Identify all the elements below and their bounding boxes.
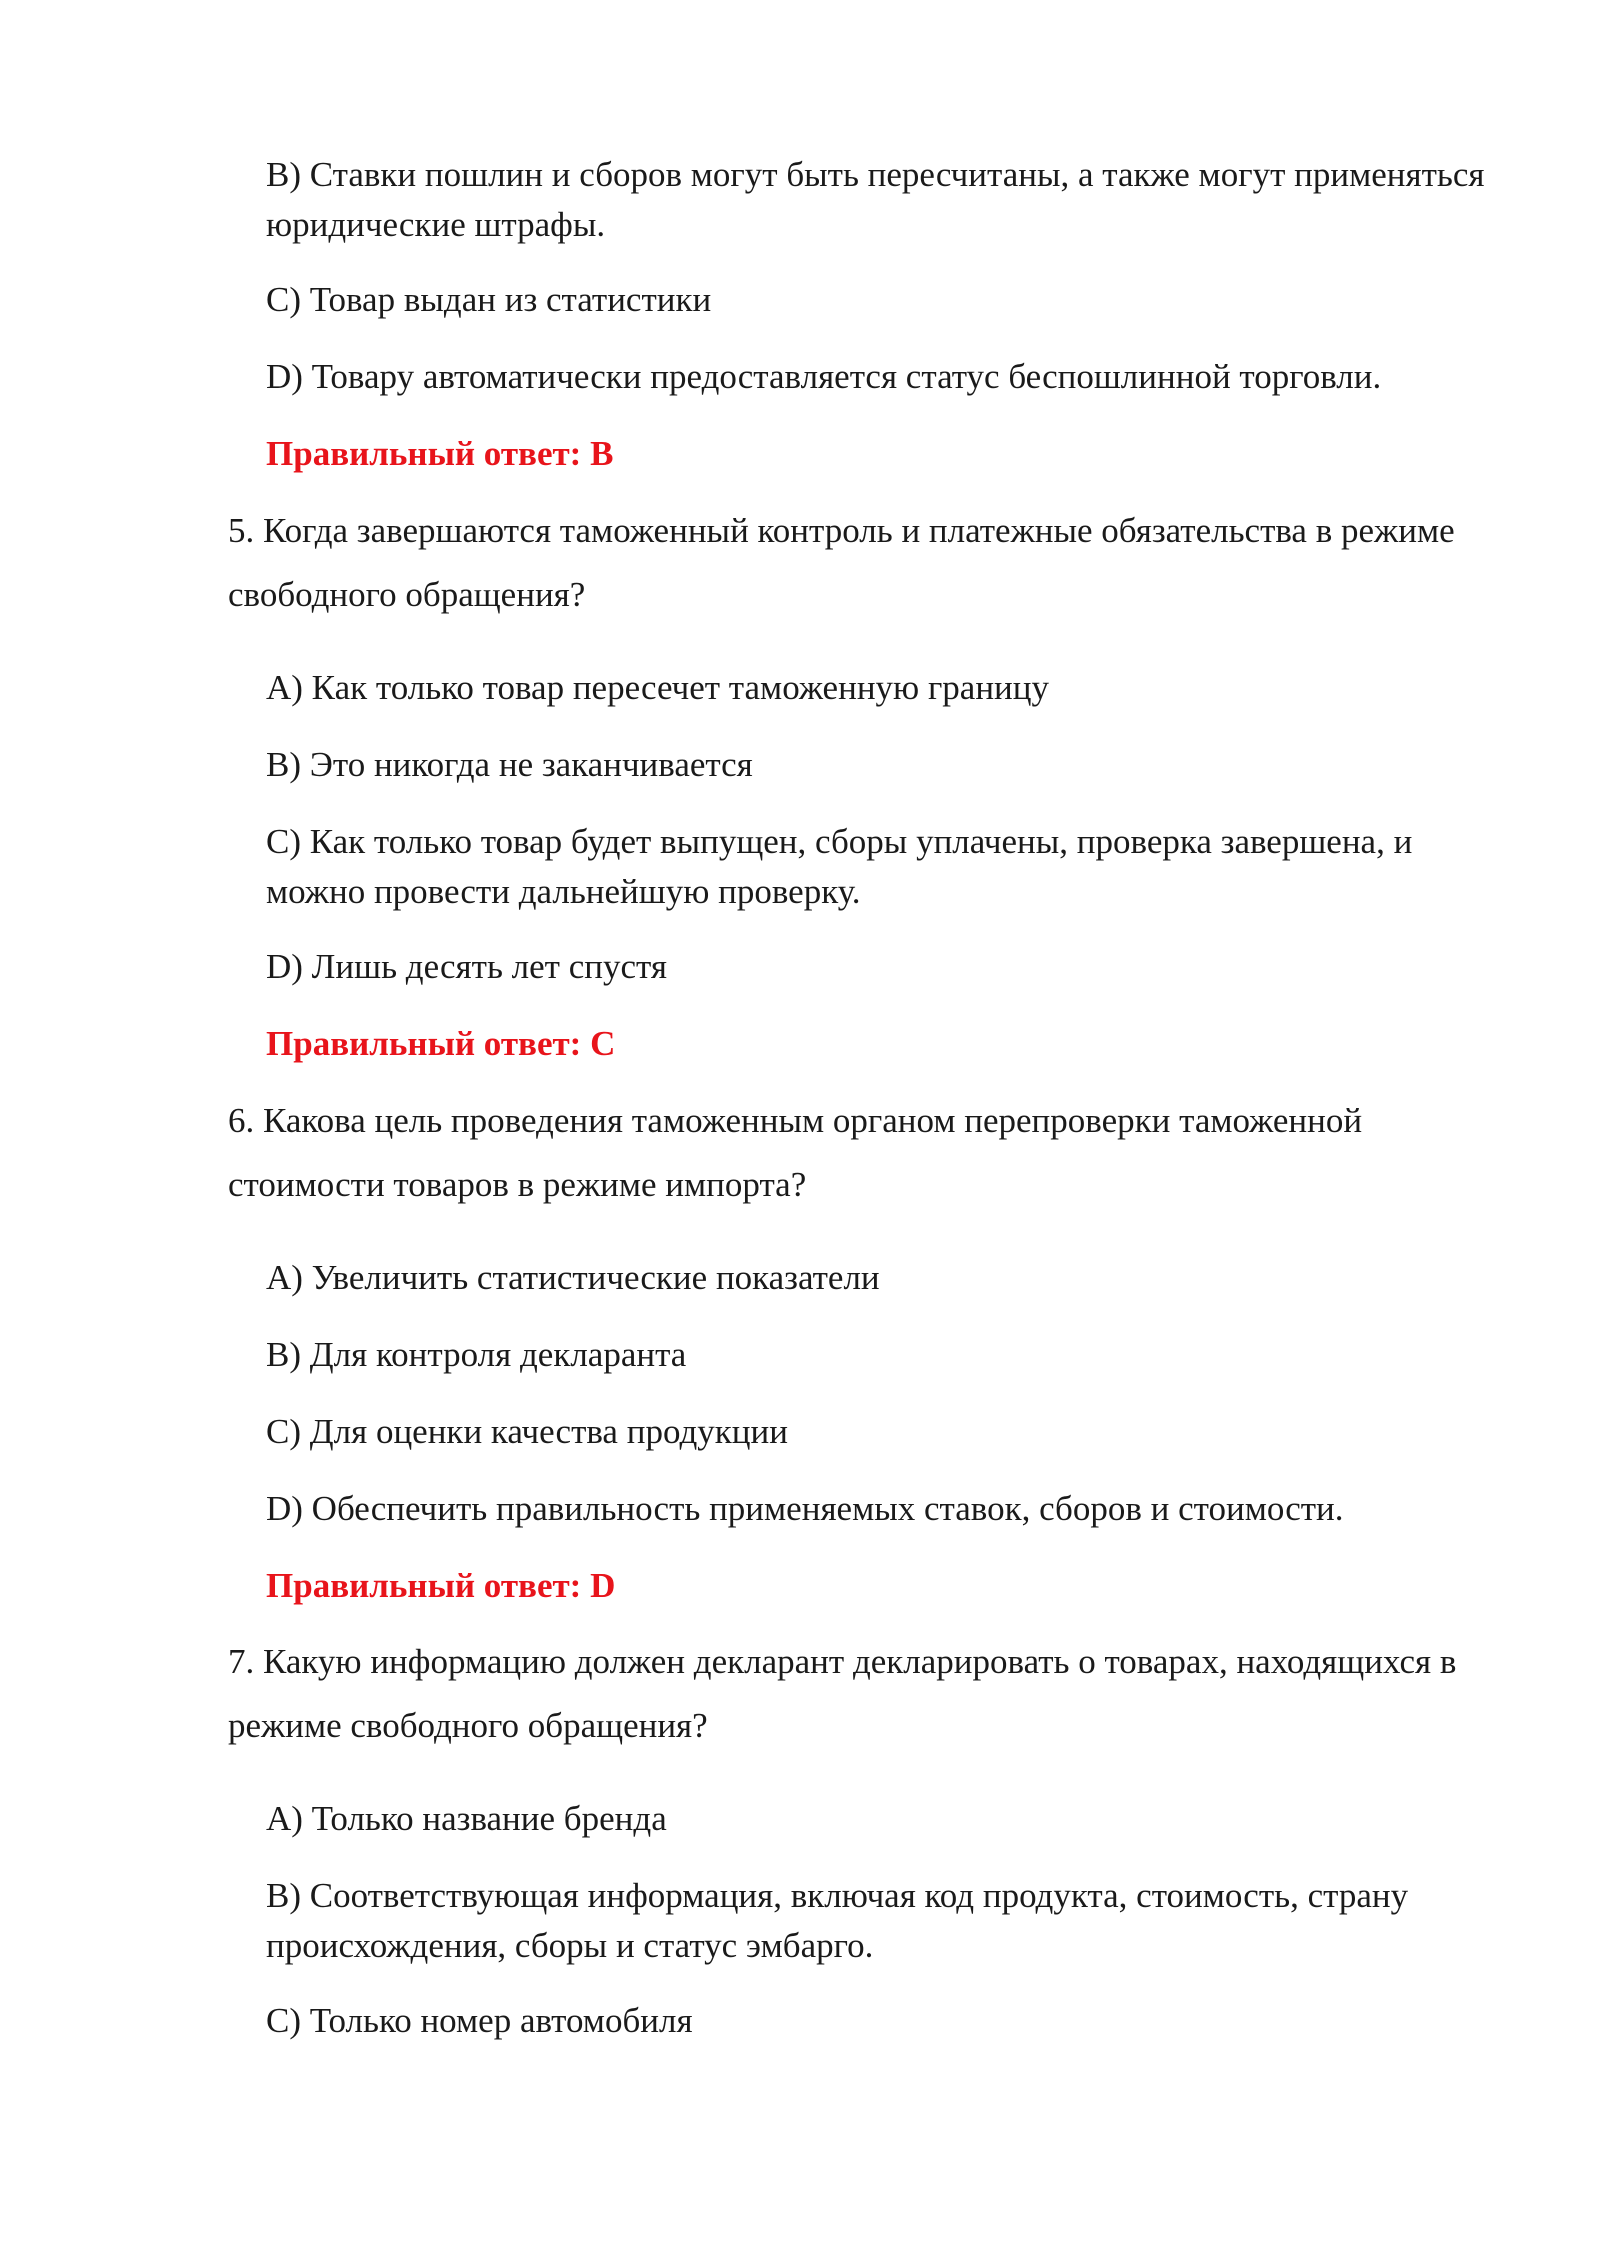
- q7-option-c: C) Только номер автомобиля: [266, 2001, 693, 2040]
- q6-question: 6. Какова цель проведения таможенным органом перепроверки таможенной стоимости товаров в режиме импорта?: [228, 1101, 1363, 1204]
- q6-option-b: B) Для контроля декларанта: [266, 1335, 687, 1374]
- q7-option-a: A) Только название бренда: [266, 1799, 667, 1838]
- q7-option-b: B) Соответствующая информация, включая код продукта, стоимость, страну происхождения, сборы и статус эмбарго.: [266, 1876, 1409, 1965]
- q5-correct-answer: Правильный ответ: C: [266, 1024, 616, 1063]
- q5-option-b: B) Это никогда не заканчивается: [266, 745, 753, 784]
- q4-option-b: B) Ставки пошлин и сборов могут быть пересчитаны, а также могут применяться юридические штрафы.: [266, 155, 1485, 244]
- q4-option-c: C) Товар выдан из статистики: [266, 280, 712, 319]
- q5-option-a: A) Как только товар пересечет таможенную границу: [266, 668, 1050, 707]
- q5-option-c: C) Как только товар будет выпущен, сборы уплачены, проверка завершена, и можно провести дальнейшую проверку.: [266, 822, 1413, 911]
- q6-option-c: C) Для оценки качества продукции: [266, 1412, 788, 1451]
- q6-correct-answer: Правильный ответ: D: [266, 1566, 616, 1605]
- q4-correct-answer: Правильный ответ: B: [266, 434, 614, 473]
- q7-question: 7. Какую информацию должен декларант декларировать о товарах, находящихся в режиме свободного обращения?: [228, 1642, 1457, 1745]
- q4-option-d: D) Товару автоматически предоставляется статус беспошлинной торговли.: [266, 357, 1382, 396]
- q5-option-d: D) Лишь десять лет спустя: [266, 947, 667, 986]
- q6-option-a: A) Увеличить статистические показатели: [266, 1258, 880, 1297]
- q5-question: 5. Когда завершаются таможенный контроль и платежные обязательства в режиме свободного обращения?: [228, 511, 1455, 614]
- q6-option-d: D) Обеспечить правильность применяемых ставок, сборов и стоимости.: [266, 1489, 1344, 1528]
